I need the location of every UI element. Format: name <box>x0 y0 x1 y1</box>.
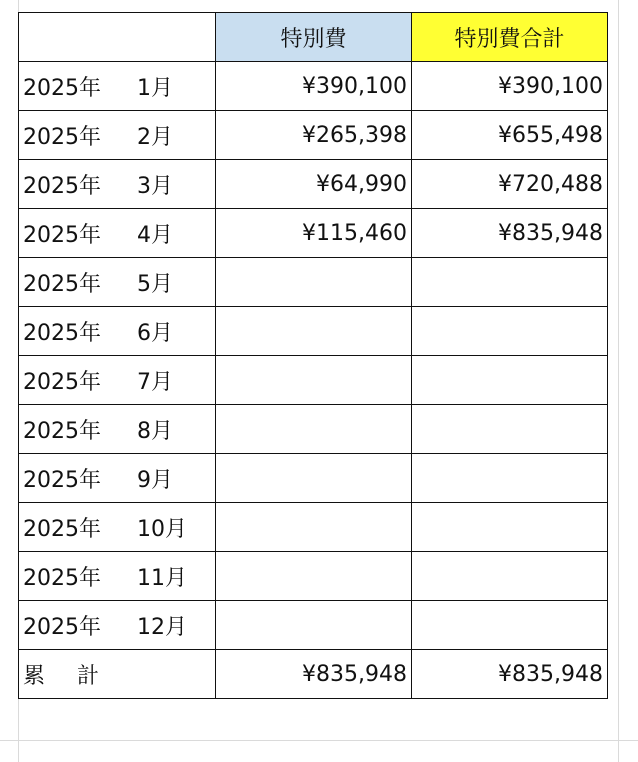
special-expense-cell[interactable] <box>216 454 412 503</box>
special-total-cell[interactable] <box>412 552 608 601</box>
special-total-cell[interactable]: ¥390,100 <box>412 62 608 111</box>
special-total-cell[interactable]: ¥655,498 <box>412 111 608 160</box>
month-label: 4月 <box>137 222 173 248</box>
summary-special-cell[interactable]: ¥835,948 <box>216 650 412 699</box>
table-row <box>19 307 608 356</box>
special-total-cell[interactable] <box>412 356 608 405</box>
month-label: 10月 <box>137 516 187 542</box>
header-blank-cell[interactable] <box>19 13 216 62</box>
table-row <box>19 601 608 650</box>
month-label: 7月 <box>137 369 173 395</box>
date-cell[interactable] <box>19 111 216 160</box>
year-label: 2025年 <box>23 565 101 591</box>
month-label: 1月 <box>137 75 173 101</box>
special-expense-cell[interactable] <box>216 601 412 650</box>
month-label: 11月 <box>137 565 187 591</box>
date-cell[interactable] <box>19 405 216 454</box>
date-cell[interactable] <box>19 307 216 356</box>
table-row <box>19 552 608 601</box>
month-label: 5月 <box>137 271 173 297</box>
date-cell[interactable] <box>19 356 216 405</box>
date-cell[interactable] <box>19 503 216 552</box>
header-row <box>19 13 608 62</box>
date-cell[interactable] <box>19 454 216 503</box>
date-cell[interactable] <box>19 258 216 307</box>
table-row <box>19 503 608 552</box>
date-cell[interactable] <box>19 552 216 601</box>
special-expense-table <box>18 12 608 699</box>
month-label: 3月 <box>137 173 173 199</box>
year-label: 2025年 <box>23 271 101 297</box>
month-label: 12月 <box>137 614 187 640</box>
month-label: 2月 <box>137 124 173 150</box>
special-total-cell[interactable] <box>412 258 608 307</box>
special-total-cell[interactable]: ¥720,488 <box>412 160 608 209</box>
special-total-cell[interactable] <box>412 601 608 650</box>
year-label: 2025年 <box>23 124 101 150</box>
summary-total-cell[interactable]: ¥835,948 <box>412 650 608 699</box>
special-expense-cell[interactable] <box>216 356 412 405</box>
summary-label-cell[interactable] <box>19 650 216 699</box>
summary-row <box>19 650 608 699</box>
table-row <box>19 258 608 307</box>
table-row <box>19 454 608 503</box>
special-expense-cell[interactable]: ¥64,990 <box>216 160 412 209</box>
year-label: 2025年 <box>23 369 101 395</box>
year-label: 2025年 <box>23 516 101 542</box>
month-label: 8月 <box>137 418 173 444</box>
table-row <box>19 209 608 258</box>
table-row <box>19 62 608 111</box>
special-expense-cell[interactable] <box>216 552 412 601</box>
special-expense-cell[interactable]: ¥115,460 <box>216 209 412 258</box>
special-total-cell[interactable] <box>412 307 608 356</box>
special-expense-cell[interactable]: ¥265,398 <box>216 111 412 160</box>
table-row <box>19 356 608 405</box>
grid-column-line <box>618 0 619 762</box>
year-label: 2025年 <box>23 614 101 640</box>
date-cell[interactable] <box>19 62 216 111</box>
grid-row-line <box>0 740 638 741</box>
year-label: 2025年 <box>23 418 101 444</box>
date-cell[interactable] <box>19 160 216 209</box>
special-total-cell[interactable]: ¥835,948 <box>412 209 608 258</box>
year-label: 2025年 <box>23 75 101 101</box>
special-expense-cell[interactable] <box>216 405 412 454</box>
month-label: 6月 <box>137 320 173 346</box>
special-expense-cell[interactable] <box>216 258 412 307</box>
summary-label-part2: 計 <box>77 663 100 689</box>
month-label: 9月 <box>137 467 173 493</box>
year-label: 2025年 <box>23 173 101 199</box>
special-total-cell[interactable] <box>412 503 608 552</box>
table-row <box>19 111 608 160</box>
special-expense-cell[interactable]: ¥390,100 <box>216 62 412 111</box>
header-special-total-cell[interactable]: 特別費合計 <box>412 13 608 62</box>
summary-label-part1: 累 <box>23 663 46 689</box>
year-label: 2025年 <box>23 222 101 248</box>
table-row <box>19 405 608 454</box>
special-expense-cell[interactable] <box>216 503 412 552</box>
year-label: 2025年 <box>23 467 101 493</box>
special-expense-cell[interactable] <box>216 307 412 356</box>
year-label: 2025年 <box>23 320 101 346</box>
special-total-cell[interactable] <box>412 454 608 503</box>
date-cell[interactable] <box>19 601 216 650</box>
special-total-cell[interactable] <box>412 405 608 454</box>
date-cell[interactable] <box>19 209 216 258</box>
header-special-cell[interactable]: 特別費 <box>216 13 412 62</box>
table-row <box>19 160 608 209</box>
